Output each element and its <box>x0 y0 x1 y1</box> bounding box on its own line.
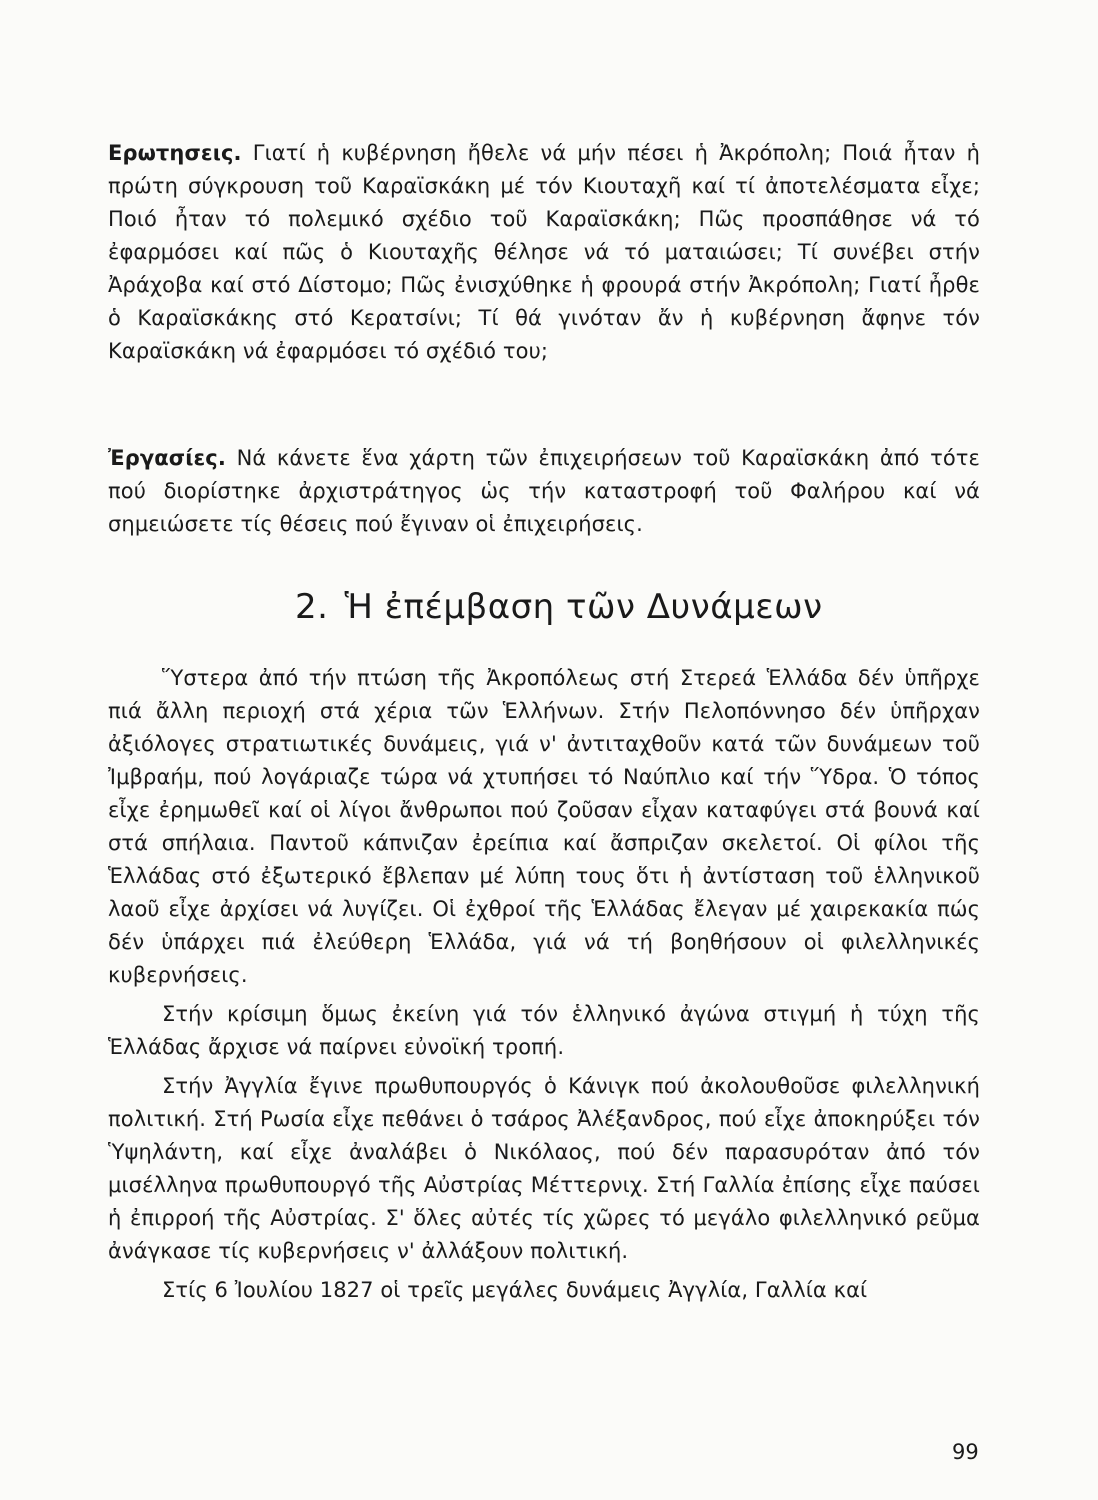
questions-text: Γιατί ἡ κυβέρνηση ἤθελε νά μήν πέσει ἡ Ἀκρόπολη; Ποιά ἦταν ἡ πρώτη σύγκρουση τοῦ Καραϊσκάκη μέ τόν Κιουταχῆ καί τί ἀποτελέσματα εἶχε; Ποιό ἦταν τό πολεμικό σχέδιο τοῦ Καραϊσκάκη; Πῶς προσπάθησε νά τό ἐφαρμόσει καί πῶς ὁ Κιουταχῆς θέλησε νά τό ματαιώσει; Τί συνέβει στήν Ἀράχοβα καί στό Δίστομο; Πῶς ἐνισχύθηκε ἡ φρουρά στήν Ἀκρόπολη; Γιατί ἦρθε ὁ Καραϊσκάκης στό Κερατσίνι; Τί θά γινόταν ἄν ἡ κυβέρνηση ἄφηνε τόν Καραϊσκάκη νά ἐφαρμόσει τό σχέδιό του; <box>108 141 980 363</box>
page-number: 99 <box>952 1440 979 1464</box>
section-title: Ἡ ἐπέμβαση τῶν Δυνάμεων <box>344 587 823 627</box>
questions-paragraph <box>108 137 980 368</box>
tasks-text: Νά κάνετε ἕνα χάρτη τῶν ἐπιχειρήσεων τοῦ Καραϊσκάκη ἀπό τότε πού διορίστηκε ἀρχιστράτηγος ὡς τήν καταστροφή τοῦ Φαλήρου καί νά σημειώσετε τίς θέσεις πού ἔγιναν οἱ ἐπιχειρήσεις. <box>108 446 980 536</box>
section-heading <box>295 585 995 629</box>
tasks-label: Ἐργασίες. <box>108 446 226 470</box>
body-paragraph-4: Στίς 6 Ἰουλίου 1827 οἱ τρεῖς μεγάλες δυνάμεις Ἀγγλία, Γαλλία καί <box>162 1278 868 1302</box>
section-body <box>108 662 980 1313</box>
tasks-paragraph <box>108 442 980 541</box>
questions-label: Ερωτησεις. <box>108 141 242 165</box>
body-paragraph-2: Στήν κρίσιμη ὅμως ἐκείνη γιά τόν ἑλληνικό ἀγώνα στιγμή ἡ τύχη τῆς Ἑλλάδας ἄρχισε νά παίρνει εὐνοϊκή τροπή. <box>108 1002 980 1059</box>
body-paragraph-3: Στήν Ἀγγλία ἔγινε πρωθυπουργός ὁ Κάνιγκ πού ἀκολουθοῦσε φιλελληνική πολιτική. Στή Ρωσία εἶχε πεθάνει ὁ τσάρος Ἀλέξανδρος, πού εἶχε ἀποκηρύξει τόν Ὑψηλάντη, καί εἶχε ἀναλάβει ὁ Νικόλαος, πού δέν παρασυρόταν ἀπό τόν μισέλληνα πρωθυπουργό τῆς Αὐστρίας Μέττερνιχ. Στή Γαλλία ἐπίσης εἶχε παύσει ἡ ἐπιρροή τῆς Αὐστρίας. Σ' ὅλες αὐτές τίς χῶρες τό μεγάλο φιλελληνικό ρεῦμα ἀνάγκασε τίς κυβερνήσεις ν' ἀλλάξουν πολιτική. <box>108 1074 980 1263</box>
section-number: 2. <box>295 587 329 627</box>
body-paragraph-1: Ὕστερα ἀπό τήν πτώση τῆς Ἀκροπόλεως στή Στερεά Ἑλλάδα δέν ὑπῆρχε πιά ἄλλη περιοχή στά χέρια τῶν Ἑλλήνων. Στήν Πελοπόννησο δέν ὑπῆρχαν ἀξιόλογες στρατιωτικές δυνάμεις, γιά ν' ἀντιταχθοῦν κατά τῶν δυνάμεων τοῦ Ἰμβραήμ, πού λογάριαζε τώρα νά χτυπήσει τό Ναύπλιο καί τήν Ὕδρα. Ὁ τόπος εἶχε ἐρημωθεῖ καί οἱ λίγοι ἄνθρωποι πού ζοῦσαν εἶχαν καταφύγει στά βουνά καί στά σπήλαια. Παντοῦ κάπνιζαν ἐρείπια καί ἄσπριζαν σκελετοί. Οἱ φίλοι τῆς Ἑλλάδας στό ἐξωτερικό ἔβλεπαν μέ λύπη τους ὅτι ἡ ἀντίσταση τοῦ ἑλληνικοῦ λαοῦ εἶχε ἀρχίσει νά λυγίζει. Οἱ ἐχθροί τῆς Ἑλλάδας ἔλεγαν μέ χαιρεκακία πώς δέν ὑπάρχει πιά ἐλεύθερη Ἑλλάδα, γιά νά τή βοηθήσουν οἱ φιλελληνικές κυβερνήσεις. <box>108 666 980 987</box>
